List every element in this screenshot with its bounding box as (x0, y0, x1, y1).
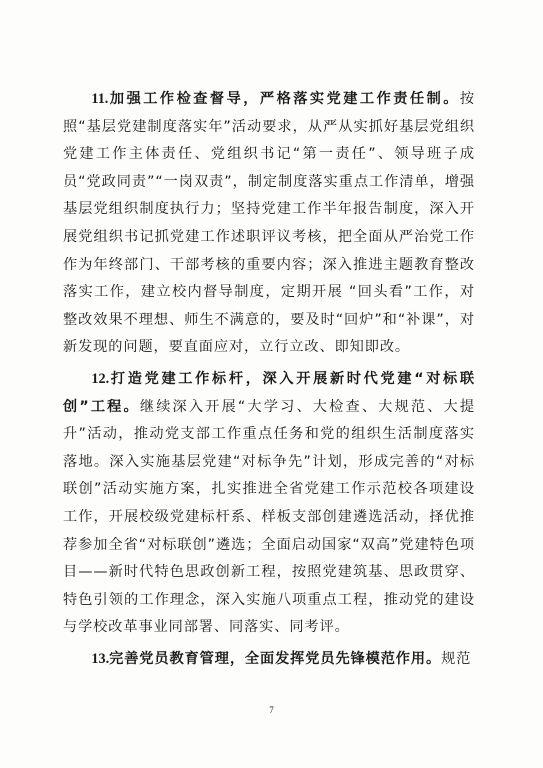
paragraph-number: 13. (91, 650, 110, 667)
page-number: 7 (269, 705, 274, 715)
paragraph-number: 12. (91, 370, 110, 387)
paragraph-13 (63, 646, 475, 674)
paragraph-heading: 打造党建工作标杆，深入开展新时代党建“对标联创”工程。 (63, 370, 475, 415)
paragraph-text: 规范 (441, 650, 472, 667)
document-body (63, 86, 475, 677)
paragraph-text: 按照“基层党建制度落实年”活动要求，从严从实抓好基层党组织党建工作主体责任、党组织书记“第一责任”、领导班子成员“党政同责”“一岗双责”，制定制度落实重点工作清单，增强基层党组织制度执行力；坚持党建工作半年报告制度，深入开展党组织书记抓党建工作述职评议考核，把全面从严治党工作作为年终部门、干部考核的重要内容；深入推进主题教育整改落实工作，建立校内督导制度，定期开展 “回头看”工作，对整改效果不理想、师生不满意的，要及时“回炉”和“补课”，对新发现的问题，要直面应对，立行立改、即知即改。 (63, 91, 475, 356)
paragraph-heading: 加强工作检查督导，严格落实党建工作责任制。 (108, 91, 460, 107)
paragraph-heading: 完善党员教育管理，全面发挥党员先锋模范作用。 (109, 650, 442, 667)
paragraph-number: 11. (91, 91, 109, 107)
paragraph-text: 继续深入开展“大学习、大检查、大规范、大提升”活动，推动党支部工作重点任务和党的组织生活制度落实落地。深入实施基层党建“对标争先”计划，形成完善的“对标联创”活动实施方案，扎实推进全省党建工作示范校各项建设工作，开展校级党建标杆系、样板支部创建遴选活动，择优推荐参加全省“对标联创”遴选；全面启动国家“双高”党建特色项目——新时代特色思政创新工程，按照党建筑基、思政贯穿、特色引领的工作理念，深入实施八项重点工程，推动党的建设与学校改革事业同部署、同落实、同考评。 (63, 398, 475, 636)
paragraph-12 (63, 366, 475, 642)
paragraph-11 (63, 86, 475, 362)
